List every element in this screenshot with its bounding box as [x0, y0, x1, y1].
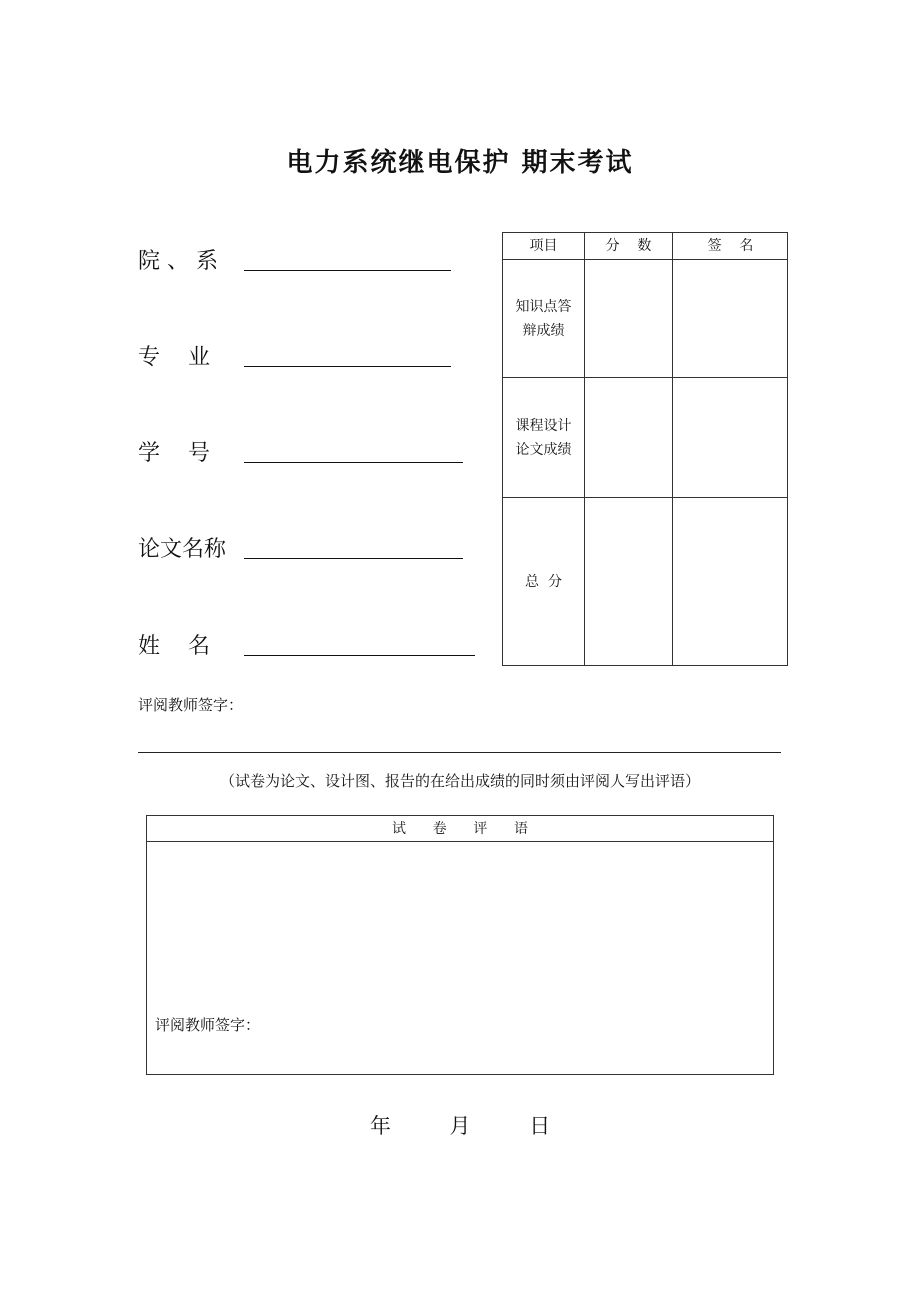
- date-month: 月: [449, 1114, 471, 1138]
- score-row-design: [503, 378, 787, 498]
- date-line: [0, 1110, 920, 1140]
- row-label-knowledge: [503, 260, 585, 377]
- department-label: 院 、 系: [138, 249, 218, 274]
- comment-box-header: 试 卷 评 语: [147, 816, 773, 842]
- student-id-label: 学 号: [138, 441, 210, 466]
- page-title: 电力系统继电保护 期末考试: [286, 148, 634, 178]
- divider-line: [138, 752, 781, 753]
- thesis-title-label: 论文名称: [138, 537, 227, 562]
- comment-signature-label: 评阅教师签字：: [155, 1016, 261, 1034]
- score-row-knowledge: [503, 260, 787, 378]
- name-blank[interactable]: [244, 655, 475, 656]
- major-blank[interactable]: [244, 366, 451, 367]
- score-table-header-row: [503, 233, 787, 260]
- header-signature: [673, 233, 788, 259]
- instruction-note: （试卷为论文、设计图、报告的在给出成绩的同时须由评阅人写出评语）: [219, 772, 700, 790]
- date-year: 年: [369, 1114, 391, 1138]
- row-label-total: [503, 498, 585, 665]
- row-label-design: [503, 378, 585, 497]
- name-label: 姓 名: [138, 634, 210, 659]
- reviewer-signature-label: 评阅教师签字：: [138, 696, 244, 714]
- header-score: [585, 233, 673, 259]
- header-signature-text: 签 名: [707, 238, 754, 254]
- header-item: 项目: [503, 233, 585, 259]
- design-score-cell[interactable]: [585, 378, 673, 497]
- comment-box[interactable]: [146, 815, 774, 1075]
- major-label: 专 业: [138, 345, 210, 370]
- total-score-cell[interactable]: [585, 498, 673, 665]
- row-label-design-text: 课程设计 论文成绩: [515, 417, 572, 458]
- score-row-total: [503, 498, 787, 665]
- student-id-blank[interactable]: [244, 462, 463, 463]
- row-label-knowledge-text: 知识点答 辩成绩: [515, 298, 572, 339]
- thesis-title-blank[interactable]: [244, 558, 463, 559]
- total-signature-cell[interactable]: [673, 498, 788, 665]
- date-day: 日: [529, 1114, 551, 1138]
- department-blank[interactable]: [244, 270, 451, 271]
- header-score-text: 分 数: [605, 238, 652, 254]
- knowledge-signature-cell[interactable]: [673, 260, 788, 377]
- knowledge-score-cell[interactable]: [585, 260, 673, 377]
- row-label-total-text: 总 分: [525, 573, 562, 590]
- score-table: [502, 232, 788, 666]
- design-signature-cell[interactable]: [673, 378, 788, 497]
